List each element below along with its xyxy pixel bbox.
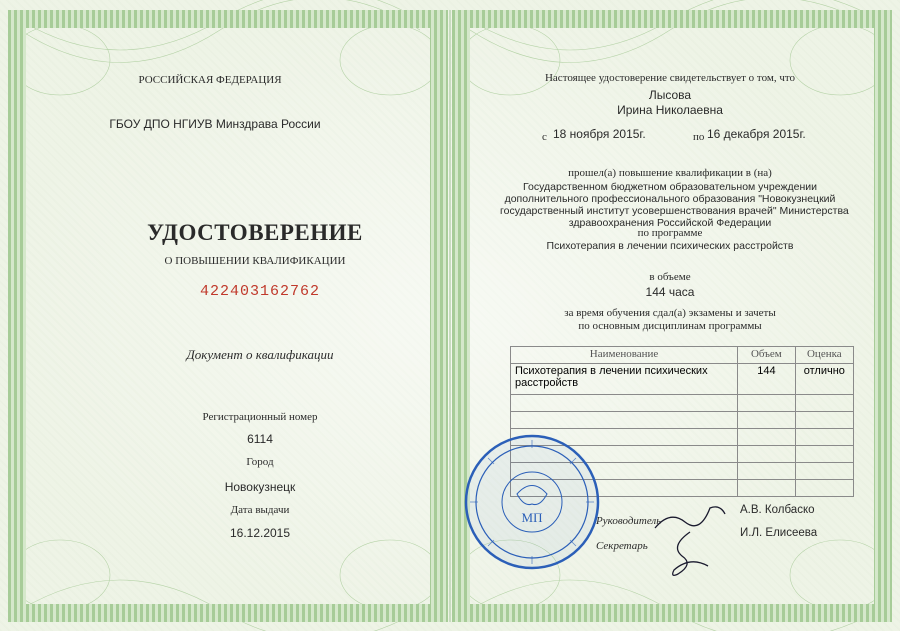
column-header-volume: Объем bbox=[738, 347, 796, 364]
from-date: 18 ноября 2015г. bbox=[553, 127, 646, 141]
city-value: Новокузнецк bbox=[224, 480, 296, 494]
stamp-center-text: МП bbox=[521, 510, 543, 525]
table-row bbox=[511, 412, 854, 429]
by-program-label: по программе bbox=[637, 227, 703, 239]
exams-text-line-2: по основным дисциплинам программы bbox=[578, 320, 762, 332]
institution-name: ГБОУ ДПО НГИУВ Минздрава России bbox=[109, 117, 321, 131]
head-label: Руководитель bbox=[596, 515, 662, 527]
exams-text-line-1: за время обучения сдал(а) экзамены и зачеты bbox=[564, 307, 776, 319]
from-prefix: с bbox=[542, 131, 547, 143]
city-label: Город bbox=[246, 456, 274, 468]
to-date: 16 декабря 2015г. bbox=[707, 127, 806, 141]
organization-line-4: здравоохранения Российской Федерации bbox=[568, 217, 772, 229]
subject-volume-cell: 144 bbox=[738, 364, 796, 395]
subject-grade-cell: отлично bbox=[795, 364, 853, 395]
volume-value: 144 часа bbox=[645, 285, 695, 299]
volume-label: в объеме bbox=[649, 271, 691, 283]
head-name: А.В. Колбаско bbox=[740, 504, 815, 516]
official-stamp bbox=[462, 432, 602, 572]
column-header-grade: Оценка bbox=[795, 347, 853, 364]
registration-label: Регистрационный номер bbox=[202, 411, 318, 423]
certificate-title: УДОСТОВЕРЕНИЕ bbox=[147, 220, 363, 245]
certificate-subtitle: О ПОВЫШЕНИИ КВАЛИФИКАЦИИ bbox=[164, 255, 346, 267]
organization-line-1: Государственном бюджетном образовательном учреждении bbox=[523, 181, 817, 193]
table-header-row bbox=[511, 347, 854, 364]
table-row bbox=[511, 395, 854, 412]
program-name: Психотерапия в лечении психических расстройств bbox=[546, 240, 794, 252]
issue-date-label: Дата выдачи bbox=[230, 504, 290, 516]
organization-line-3: государственный институт усовершенствования врачей" Министерства bbox=[500, 205, 849, 217]
column-header-name: Наименование bbox=[511, 347, 738, 364]
subject-name-cell: Психотерапия в лечении психических расстройств bbox=[511, 364, 738, 395]
document-type: Документ о квалификации bbox=[186, 347, 334, 362]
to-prefix: по bbox=[693, 131, 705, 143]
table-row bbox=[511, 364, 854, 395]
holder-surname: Лысова bbox=[648, 88, 692, 102]
secretary-signature bbox=[660, 526, 720, 581]
secretary-label: Секретарь bbox=[596, 540, 648, 552]
issue-date-value: 16.12.2015 bbox=[229, 526, 291, 540]
holder-name: Ирина Николаевна bbox=[617, 103, 723, 117]
organization-line-2: дополнительного профессионального образования "Новокузнецкий bbox=[504, 193, 836, 205]
serial-number: 422403162762 bbox=[199, 283, 321, 300]
secretary-name: И.Л. Елисеева bbox=[740, 527, 818, 539]
intro-text: Настоящее удостоверение свидетельствует о том, что bbox=[544, 72, 796, 84]
country-label: РОССИЙСКАЯ ФЕДЕРАЦИЯ bbox=[138, 74, 282, 86]
registration-number: 6114 bbox=[247, 432, 273, 446]
passed-text: прошел(а) повышение квалификации в (на) bbox=[568, 167, 772, 179]
